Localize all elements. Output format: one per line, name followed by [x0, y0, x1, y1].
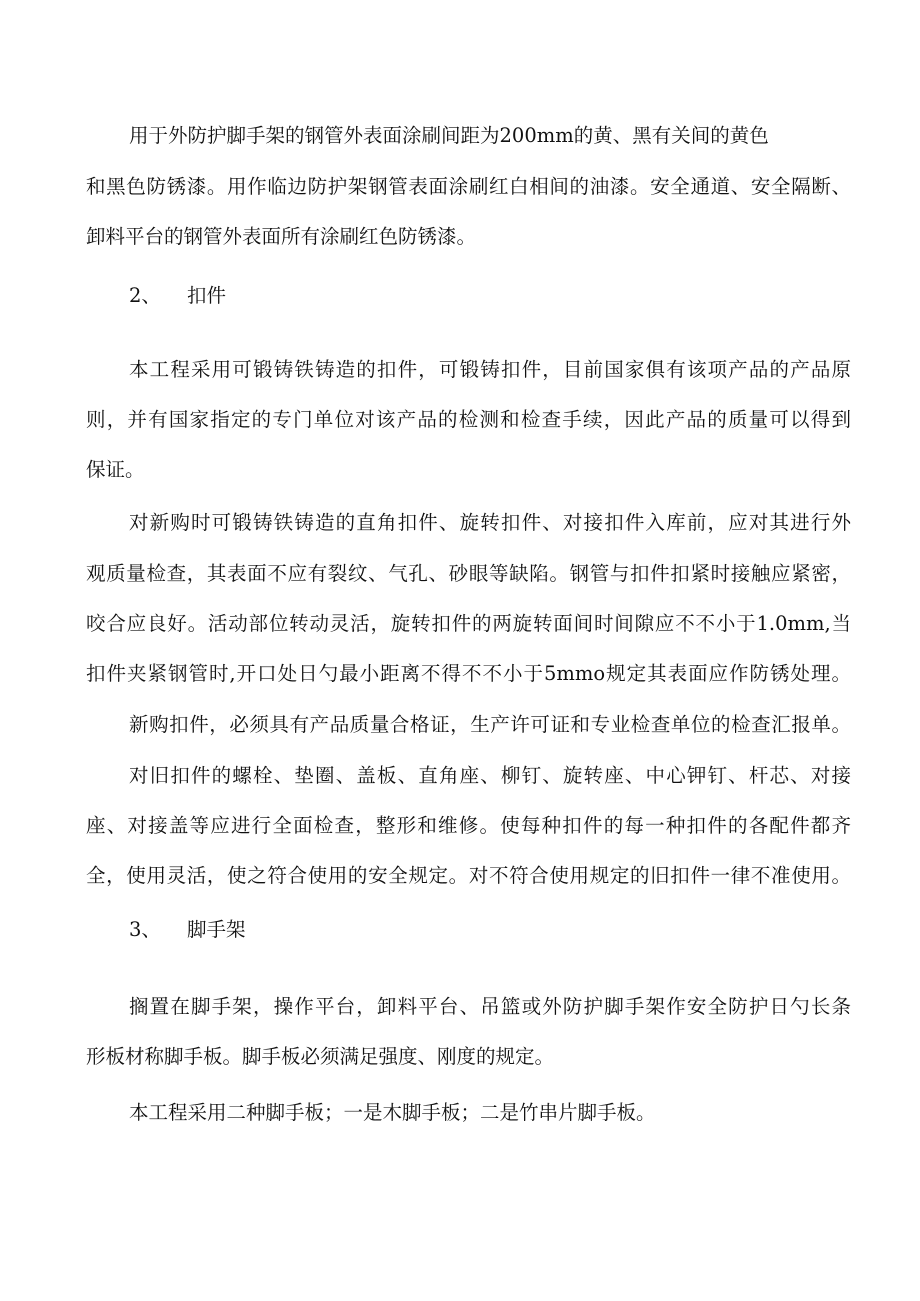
paint-line-2: 和黑色防锈漆。用作临边防护架钢管表面涂刷红白相间的油漆。安全通道、安全隔断、: [86, 175, 851, 198]
fastener-p1-line-1: 本工程采用可锻铸铁铸造的扣件，可锻铸扣件，目前国家俱有该项产品的产品原: [129, 358, 851, 381]
fastener-p4-line-2: 座、对接盖等应进行全面检查，整形和维修。使每种扣件的每一种扣件的各配件都齐: [86, 814, 851, 837]
fastener-p2-line-1: 对新购时可锻铸铁铸造的直角扣件、旋转扣件、对接扣件入库前，应对其进行外: [129, 511, 851, 534]
scaffold-p1-line-2: 形板材称脚手板。脚手板必须满足强度、刚度的规定。: [86, 1045, 555, 1068]
fastener-p2-line-2: 观质量检查，其表面不应有裂纹、气孔、砂眼等缺陷。钢管与扣件扣紧时接触应紧密，: [86, 562, 851, 585]
fastener-p2-line-4: 扣件夹紧钢管时,开口处日勺最小距离不得不不小于5mmo规定其表面应作防锈处理。: [86, 662, 851, 685]
fastener-p2-line-3: 咬合应良好。活动部位转动灵活，旋转扣件的两旋转面间时间隙应不不小于1.0mm,当: [86, 612, 851, 635]
fastener-p1-line-3: 保证。: [86, 458, 145, 481]
paint-line-1: 用于外防护脚手架的钢管外表面涂刷间距为200mm的黄、黑有关间的黄色: [129, 124, 769, 147]
paint-line-3: 卸料平台的钢管外表面所有涂刷红色防锈漆。: [86, 225, 477, 248]
section-heading-fastener: [129, 283, 226, 309]
heading-title: 扣件: [187, 284, 227, 307]
scaffold-p2-line-1: 本工程采用二种脚手板；一是木脚手板；二是竹串片脚手板。: [129, 1101, 656, 1124]
fastener-p4-line-3: 全，使用灵活，使之符合使用的安全规定。对不符合使用规定的旧扣件一律不准使用。: [86, 864, 851, 887]
heading-number: 2、: [129, 284, 161, 307]
section-heading-scaffold: [129, 917, 246, 943]
fastener-p1-line-2: 则，并有国家指定的专门单位对该产品的检测和检查手续，因此产品的质量可以得到: [86, 408, 851, 431]
fastener-p4-line-1: 对旧扣件的螺栓、垫圈、盖板、直角座、柳钉、旋转座、中心钾钉、杆芯、对接: [129, 764, 851, 787]
heading-title: 脚手架: [187, 918, 246, 941]
fastener-p3-line-1: 新购扣件，必须具有产品质量合格证，生产许可证和专业检查单位的检查汇报单。: [129, 713, 851, 736]
heading-number: 3、: [129, 918, 161, 941]
scaffold-p1-line-1: 搁置在脚手架，操作平台，卸料平台、吊篮或外防护脚手架作安全防护日勺长条: [129, 995, 851, 1018]
